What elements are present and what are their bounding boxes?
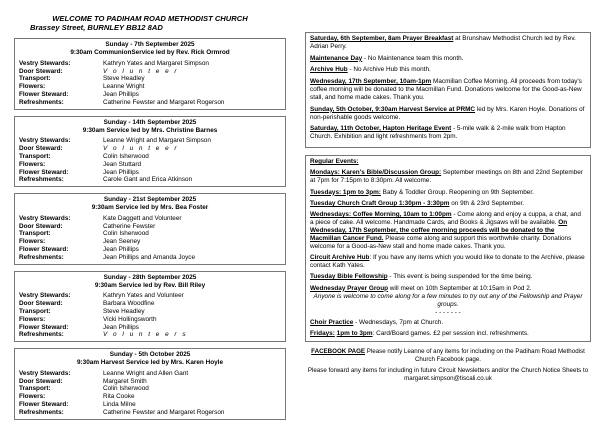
service-title: 9:30am Service led by Mrs. Christine Barnes bbox=[82, 126, 218, 134]
roster-value: Colin Isherwood bbox=[103, 385, 149, 393]
service-date: Sunday - 5th October 2025 bbox=[109, 351, 191, 359]
roster-label: Refreshments: bbox=[19, 408, 64, 416]
roster-row bbox=[19, 316, 281, 324]
roster-row bbox=[19, 246, 281, 254]
notice-item bbox=[310, 66, 586, 74]
roster-label: Refreshments: bbox=[19, 176, 64, 184]
service-date: Sunday - 7th September 2025 bbox=[105, 41, 195, 49]
roster-label: Flower Steward: bbox=[19, 401, 69, 409]
roster-row bbox=[19, 370, 281, 378]
roster-row bbox=[19, 161, 281, 169]
roster-value: Leanne Wright bbox=[103, 83, 145, 91]
roster-label: Flower Steward: bbox=[19, 91, 69, 99]
service-date: Sunday - 14th September 2025 bbox=[103, 118, 197, 126]
event-prayer: Wednesday Prayer Group will meet on 10th September at 10:15am in Pod 2. bbox=[310, 284, 532, 292]
notices-box bbox=[305, 32, 591, 148]
roster-label: Door Steward: bbox=[19, 67, 63, 75]
event-tuesdays: Tuesdays: 1pm to 3pm: Baby & Toddler Group. Reopening on 9th September. bbox=[310, 188, 534, 196]
service-box bbox=[14, 116, 286, 188]
roster-label: Vestry Stewards: bbox=[19, 137, 71, 145]
roster-value: Rita Cooke bbox=[103, 393, 135, 401]
service-title: 9:30am Service led by Mrs. Bea Foster bbox=[91, 204, 209, 212]
roster-value: Catherine Fewster and Margaret Rogerson bbox=[103, 98, 225, 106]
event-choir: Choir Practice - Wednesdays, 7pm at Church. bbox=[310, 318, 444, 326]
roster-label: Vestry Stewards: bbox=[19, 59, 71, 67]
event-fridays: Fridays: 1pm to 3pm: Card/Board games. £2 per session incl. refreshments. bbox=[310, 330, 529, 338]
notice-text: - No Archive Hub this month. bbox=[347, 66, 431, 74]
roster-label: Flowers: bbox=[19, 83, 46, 91]
left-column bbox=[14, 14, 286, 420]
notice-item bbox=[310, 125, 586, 141]
roster-label: Transport: bbox=[19, 152, 51, 160]
roster-value: Catherine Fewster bbox=[103, 222, 156, 230]
services-list bbox=[14, 38, 286, 420]
notice-heading: Saturday, 11th October, Hapton Heritage Event bbox=[310, 125, 452, 133]
roster-row bbox=[19, 308, 281, 316]
roster-row bbox=[19, 145, 281, 153]
church-address: Brassey Street, BURNLEY BB12 8AD bbox=[30, 23, 163, 33]
notice-text: at Brunshaw Methodist Church led by Rev. Adrian Perry. bbox=[310, 35, 576, 50]
roster-row bbox=[19, 393, 281, 401]
notice-heading: Archive Hub bbox=[310, 66, 348, 74]
roster-label: Door Steward: bbox=[19, 222, 63, 230]
roster-row bbox=[19, 300, 281, 308]
notice-item bbox=[310, 106, 586, 122]
footer-notes bbox=[305, 348, 591, 382]
roster-label: Flowers: bbox=[19, 238, 46, 246]
roster-row bbox=[19, 75, 281, 83]
roster-row bbox=[19, 378, 281, 386]
event-mondays: Mondays: Karen's Bible/Discussion Group: September meetings on 8th and 22nd September at 7pm for 7:15pm to 8:30pm. All welcome. bbox=[310, 169, 583, 185]
roster-value: V o l u n t e e r bbox=[103, 145, 179, 153]
roster bbox=[19, 292, 281, 339]
roster-value: Steve Headley bbox=[103, 307, 145, 315]
roster-value: Kathryn Yates and Margaret Simpson bbox=[103, 59, 209, 67]
roster-row bbox=[19, 238, 281, 246]
roster-value: Jean Phillips bbox=[103, 91, 139, 99]
service-date: Sunday - 21st September 2025 bbox=[103, 196, 197, 204]
notice-item bbox=[310, 35, 586, 51]
service-box bbox=[14, 38, 286, 110]
roster-label: Vestry Stewards: bbox=[19, 214, 71, 222]
divider-dashes: - - - - - - - bbox=[435, 309, 461, 317]
roster-value: Colin Isherwood bbox=[103, 152, 149, 160]
roster-value: Leanne Wright and Margaret Simpson bbox=[103, 137, 211, 145]
notice-item bbox=[310, 78, 586, 101]
event-archive: Circuit Archive Hub: If you have any items which you would like to donate to the Archive, please contact Kath Yates. bbox=[310, 254, 585, 269]
roster-row bbox=[19, 137, 281, 145]
service-box bbox=[14, 193, 286, 265]
roster-value: Barbara Woodfine bbox=[103, 300, 155, 308]
roster-row bbox=[19, 292, 281, 300]
roster-label: Flower Steward: bbox=[19, 246, 69, 254]
notice-text: led by Mrs. Karen Hoyle. Donations of non-perishable goods welcome. bbox=[310, 105, 585, 121]
event-bible: Tuesday Bible Fellowship - This event is being suspended for the time being. bbox=[310, 273, 533, 281]
regular-events-title: Regular Events: bbox=[310, 157, 359, 165]
roster-label: Transport: bbox=[19, 307, 51, 315]
roster-row bbox=[19, 99, 281, 107]
roster-row bbox=[19, 385, 281, 393]
roster-value: Carole Gant and Erica Atkinson bbox=[103, 176, 193, 184]
roster-value: Steve Headley bbox=[103, 75, 145, 83]
roster-label: Flowers: bbox=[19, 160, 46, 168]
service-date: Sunday - 28th September 2025 bbox=[103, 273, 197, 281]
roster-row bbox=[19, 223, 281, 231]
service-title: 9:30am CommunionService led by Rev. Rick Ormrod bbox=[70, 49, 230, 57]
notice-text: - 5-mile walk & 2-mile walk from Hapton Church. Exhibition and light refreshments from 2pm. bbox=[310, 125, 566, 141]
notice-text: Macmillan Coffee Morning. All proceeds from today's coffee morning will be donated to the Macmillan Fund. Donations welcome for the Good-as-New stall, and home made cakes. Thank you. bbox=[310, 78, 582, 101]
roster-value: Jean Phillips bbox=[103, 246, 139, 254]
notice-item bbox=[310, 55, 586, 63]
forward-note: Please forward any items for including in future Circuit Newsletters and/or the Church Notice Sheets to margaret.simpson@tiscali.co.uk bbox=[307, 367, 589, 382]
roster bbox=[19, 137, 281, 184]
roster-value: Kathryn Yates and Volunteer bbox=[103, 292, 184, 300]
roster-label: Refreshments: bbox=[19, 98, 64, 106]
facebook-note: FACEBOOK PAGE Please notify Leanne of any items for including on the Padiham Road Methodist Church Facebook page. bbox=[311, 348, 585, 363]
regular-events-box bbox=[305, 155, 591, 342]
roster-label: Refreshments: bbox=[19, 331, 64, 339]
roster-value: Leanne Wright and Allen Gant bbox=[103, 369, 189, 377]
roster-value: Jean Stuttard bbox=[103, 160, 142, 168]
roster-row bbox=[19, 60, 281, 68]
roster-row bbox=[19, 169, 281, 177]
roster bbox=[19, 215, 281, 262]
roster-value: Vicki Hollingsworth bbox=[103, 315, 157, 323]
roster-label: Flower Steward: bbox=[19, 323, 69, 331]
roster-label: Transport: bbox=[19, 230, 51, 238]
roster-value: V o l u n t e e r s bbox=[103, 331, 188, 339]
roster-label: Flowers: bbox=[19, 393, 46, 401]
service-title: 9:30am Service led by Rev. Bill Riley bbox=[94, 281, 206, 289]
notice-text: - No Maintenance team this month. bbox=[362, 54, 464, 62]
roster-value: Jean Phillips and Amanda Joyce bbox=[103, 253, 196, 261]
roster-row bbox=[19, 83, 281, 91]
event-craft: Tuesday Church Craft Group 1:30pm - 3:30pm on 9th & 23rd September. bbox=[310, 199, 525, 207]
notice-heading: Sunday, 5th October, 9:30am Harvest Service at PRMC bbox=[310, 105, 476, 113]
roster bbox=[19, 370, 281, 417]
service-title: 9:30am Harvest Service led by Mrs. Karen Hoyle bbox=[77, 359, 223, 367]
roster-row bbox=[19, 215, 281, 223]
roster-row bbox=[19, 91, 281, 99]
roster-label: Door Steward: bbox=[19, 145, 63, 153]
roster-row bbox=[19, 331, 281, 339]
roster-row bbox=[19, 409, 281, 417]
roster-label: Refreshments: bbox=[19, 253, 64, 261]
notice-heading: Saturday, 6th September, 8am Prayer Breakfast bbox=[310, 35, 454, 42]
roster-value: V o l u n t e e r bbox=[103, 67, 179, 75]
church-name: WELCOME TO PADIHAM ROAD METHODIST CHURCH bbox=[52, 14, 248, 23]
right-column bbox=[305, 32, 591, 386]
roster-label: Vestry Stewards: bbox=[19, 369, 71, 377]
notice-heading: Wednesday, 17th September, 10am-1pm bbox=[310, 78, 432, 86]
roster-value: Margaret Smith bbox=[103, 377, 147, 385]
service-box bbox=[14, 348, 286, 420]
roster-value: Jean Phillips bbox=[103, 323, 139, 331]
roster-label: Transport: bbox=[19, 75, 51, 83]
roster-label: Door Steward: bbox=[19, 377, 63, 385]
roster bbox=[19, 60, 281, 107]
event-wednesdays: Wednesdays: Coffee Morning, 10am to 1:00pm - Come along and enjoy a cuppa, a chat, and a piece of cake. All welcome. Handmade Cards, and Books & Jigsaws will be available. On Wednesday, 17th September, the coffee morning proceeds will be donated to the Macmillan Cancer Fund. Please come along and support this worthwhile charity. Donations welcome for a Good-as-New stall and home made cakes. Thank you. bbox=[310, 211, 581, 250]
roster-row bbox=[19, 254, 281, 262]
roster-label: Transport: bbox=[19, 385, 51, 393]
roster-label: Flowers: bbox=[19, 315, 46, 323]
event-prayer-note: Anyone is welcome to come along for a few minutes to try out any of the Fellowship and Prayer groups. bbox=[313, 293, 583, 309]
roster-label: Vestry Stewards: bbox=[19, 292, 71, 300]
roster-value: Linda Milne bbox=[103, 401, 136, 409]
roster-value: Catherine Fewster and Margaret Rogerson bbox=[103, 408, 225, 416]
notice-heading: Maintenance Day bbox=[310, 54, 363, 62]
roster-value: Kate Daggett and Volunteer bbox=[103, 214, 182, 222]
roster-row bbox=[19, 176, 281, 184]
roster-row bbox=[19, 401, 281, 409]
roster-row bbox=[19, 68, 281, 76]
roster-label: Door Steward: bbox=[19, 300, 63, 308]
roster-row bbox=[19, 230, 281, 238]
roster-row bbox=[19, 153, 281, 161]
roster-value: Colin Isherwood bbox=[103, 230, 149, 238]
roster-value: Jean Phillips bbox=[103, 168, 139, 176]
roster-value: Jean Seeney bbox=[103, 238, 141, 246]
roster-row bbox=[19, 324, 281, 332]
church-header bbox=[14, 14, 286, 32]
roster-label: Flower Steward: bbox=[19, 168, 69, 176]
service-box bbox=[14, 271, 286, 343]
